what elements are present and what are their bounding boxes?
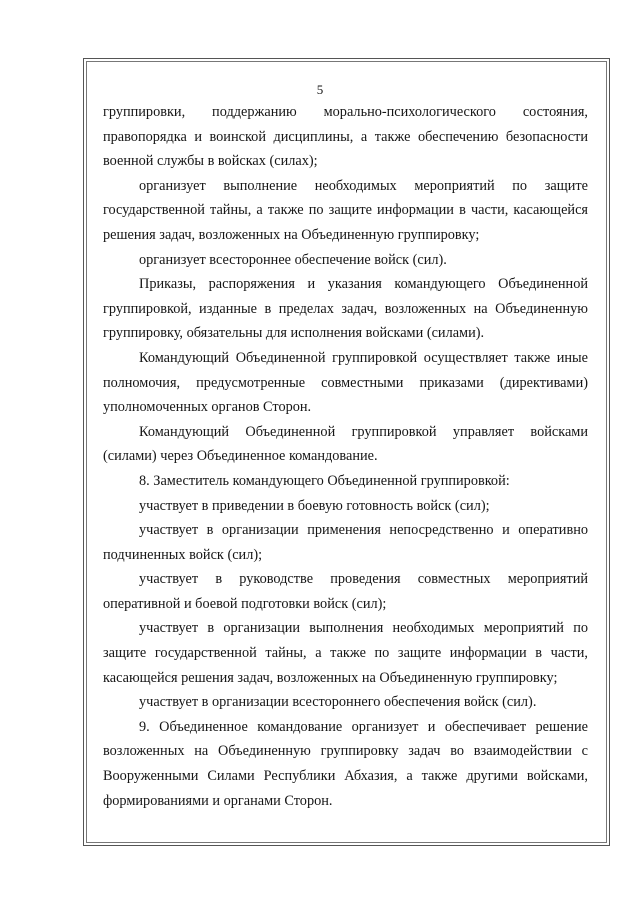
paragraph-secrecy-measures: организует выполнение необходимых мероприятий по защите государственной тайны, а также по защите информации в части, касающейся решения задач, возложенных на Объединенную группировку;: [103, 177, 588, 243]
paragraph-support: организует всестороннее обеспечение войск (сил).: [139, 251, 447, 268]
paragraph-employment: участвует в организации применения непосредственно и оперативно подчиненных войск (сил);: [103, 522, 588, 563]
paragraph-section-8-heading: 8. Заместитель командующего Объединенной группировкой:: [139, 472, 510, 489]
paragraph-deputy-support: участвует в организации всестороннего обеспечения войск (сил).: [139, 694, 537, 711]
paragraph-orders: Приказы, распоряжения и указания командующего Объединенной группировкой, изданные в пределах задач, возложенных на Объединенную группировку, обязательны для исполнения войсками (силами).: [103, 276, 588, 342]
paragraph-section-9: 9. Объединенное командование организует и обеспечивает решение возложенных на Объединенную группировку задач во взаимодействии с Вооруженными Силами Республики Абхазия, а также другими войсками, формированиями и органами Сторон.: [103, 718, 588, 809]
paragraph-readiness: участвует в приведении в боевую готовность войск (сил);: [139, 497, 490, 514]
paragraph-training: участвует в руководстве проведения совместных мероприятий оперативной и боевой подготовки войск (сил);: [103, 571, 588, 612]
page-number: 5: [316, 82, 324, 97]
paragraph-other-powers: Командующий Объединенной группировкой осуществляет также иные полномочия, предусмотренные совместными приказами (директивами) уполномоченных органов Сторон.: [103, 349, 588, 416]
paragraph-continuation: группировки, поддержанию морально-психологического состояния, правопорядка и воинской дисциплины, а также обеспечению безопасности военной службы в войсках (силах);: [103, 104, 588, 170]
paragraph-deputy-secrecy: участвует в организации выполнения необходимых мероприятий по защите государственной тайны, а также по защите информации в части, касающейся решения задач, возложенных на Объединенную группировку;: [103, 620, 588, 686]
paragraph-command-control: Командующий Объединенной группировкой управляет войсками (силами) через Объединенное командование.: [103, 423, 588, 465]
document-body: [103, 100, 588, 813]
